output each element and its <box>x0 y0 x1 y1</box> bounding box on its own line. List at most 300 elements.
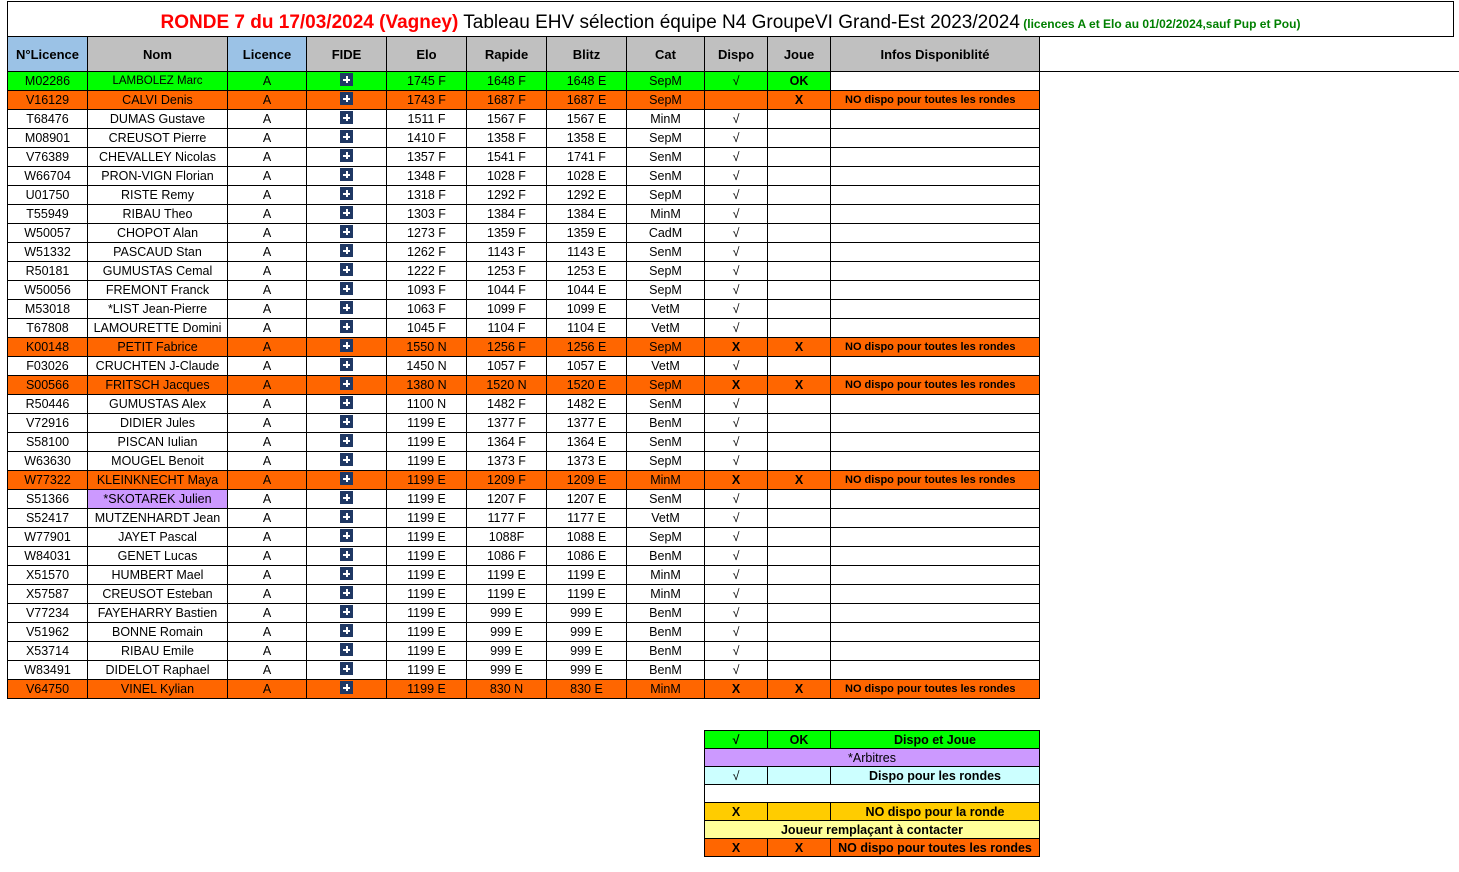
rapide-cell: 1044 F <box>467 281 547 300</box>
elo-cell: 1348 F <box>387 167 467 186</box>
header-infos[interactable]: Infos Disponiblité <box>831 37 1040 72</box>
joue-cell <box>768 167 831 186</box>
fide-plus-icon[interactable] <box>340 529 353 542</box>
fide-cell <box>307 357 387 376</box>
info-cell <box>831 585 1040 604</box>
rapide-cell: 999 E <box>467 661 547 680</box>
table-row[interactable] <box>8 585 1040 604</box>
licence-type-cell: A <box>228 490 307 509</box>
info-cell <box>831 243 1040 262</box>
legend-cell: X <box>705 803 768 821</box>
fide-plus-icon[interactable] <box>340 130 353 143</box>
info-cell <box>831 395 1040 414</box>
fide-plus-icon[interactable] <box>340 491 353 504</box>
category-cell: SepM <box>627 281 705 300</box>
category-cell: SepM <box>627 376 705 395</box>
licence-number-cell: M02286 <box>8 72 88 91</box>
blitz-cell: 1044 E <box>547 281 627 300</box>
table-row[interactable] <box>8 623 1040 642</box>
legend-row-empty <box>705 785 1040 803</box>
player-name-cell: PRON-VIGN Florian <box>88 167 228 186</box>
category-cell: SepM <box>627 262 705 281</box>
table-row[interactable] <box>8 566 1040 585</box>
header-licence-number[interactable]: N°Licence <box>8 37 88 72</box>
fide-plus-icon[interactable] <box>340 301 353 314</box>
blitz-cell: 999 E <box>547 604 627 623</box>
dispo-cell: √ <box>705 604 768 623</box>
rapide-cell: 1207 F <box>467 490 547 509</box>
table-row[interactable] <box>8 471 1040 490</box>
rapide-cell: 1364 F <box>467 433 547 452</box>
player-name-cell: RIBAU Emile <box>88 642 228 661</box>
dispo-cell: √ <box>705 509 768 528</box>
header-licence[interactable]: Licence <box>228 37 307 72</box>
legend-cell <box>768 803 831 821</box>
elo-cell: 1450 N <box>387 357 467 376</box>
legend-cell <box>768 767 831 785</box>
fide-cell <box>307 642 387 661</box>
elo-cell: 1199 E <box>387 528 467 547</box>
category-cell: SepM <box>627 528 705 547</box>
licence-number-cell: W63630 <box>8 452 88 471</box>
blitz-cell: 1648 E <box>547 72 627 91</box>
elo-cell: 1199 E <box>387 471 467 490</box>
legend-cell: √ <box>705 767 768 785</box>
licence-type-cell: A <box>228 129 307 148</box>
fide-plus-icon[interactable] <box>340 111 353 124</box>
elo-cell: 1273 F <box>387 224 467 243</box>
rapide-cell: 1143 F <box>467 243 547 262</box>
rapide-cell: 1377 F <box>467 414 547 433</box>
dispo-cell: √ <box>705 319 768 338</box>
joue-cell <box>768 433 831 452</box>
category-cell: BenM <box>627 414 705 433</box>
table-row[interactable] <box>8 528 1040 547</box>
joue-cell <box>768 357 831 376</box>
table-row[interactable] <box>8 604 1040 623</box>
elo-cell: 1199 E <box>387 509 467 528</box>
legend-label: Dispo pour les rondes <box>831 767 1040 785</box>
fide-plus-icon[interactable] <box>340 92 353 105</box>
info-cell <box>831 623 1040 642</box>
fide-plus-icon[interactable] <box>340 624 353 637</box>
rapide-cell: 1253 F <box>467 262 547 281</box>
fide-cell <box>307 300 387 319</box>
table-row[interactable] <box>8 91 1040 110</box>
fide-cell <box>307 566 387 585</box>
elo-cell: 1410 F <box>387 129 467 148</box>
elo-cell: 1199 E <box>387 566 467 585</box>
info-cell <box>831 72 1040 91</box>
category-cell: SenM <box>627 148 705 167</box>
table-row[interactable] <box>8 395 1040 414</box>
fide-plus-icon[interactable] <box>340 282 353 295</box>
header-dispo[interactable]: Dispo <box>705 37 768 72</box>
table-row[interactable] <box>8 319 1040 338</box>
blitz-cell: 1028 E <box>547 167 627 186</box>
fide-cell <box>307 205 387 224</box>
header-blitz[interactable]: Blitz <box>547 37 627 72</box>
player-name-cell: LAMOURETTE Domini <box>88 319 228 338</box>
dispo-cell: √ <box>705 224 768 243</box>
legend-label: Dispo et Joue <box>831 731 1040 749</box>
rapide-cell: 1088F <box>467 528 547 547</box>
table-row[interactable] <box>8 281 1040 300</box>
joue-cell: X <box>768 471 831 490</box>
category-cell: MinM <box>627 110 705 129</box>
rapide-cell: 999 E <box>467 623 547 642</box>
rapide-cell: 1086 F <box>467 547 547 566</box>
table-row[interactable] <box>8 509 1040 528</box>
elo-cell: 1743 F <box>387 91 467 110</box>
licence-type-cell: A <box>228 338 307 357</box>
licence-type-cell: A <box>228 642 307 661</box>
legend-row-no-dispo-toutes <box>705 839 1040 857</box>
joue-cell <box>768 243 831 262</box>
fide-cell <box>307 262 387 281</box>
title-round: RONDE 7 du 17/03/2024 (Vagney) <box>160 12 459 33</box>
table-row[interactable] <box>8 414 1040 433</box>
joue-cell <box>768 281 831 300</box>
blitz-cell: 1482 E <box>547 395 627 414</box>
joue-cell <box>768 604 831 623</box>
player-name-cell: PASCAUD Stan <box>88 243 228 262</box>
licence-type-cell: A <box>228 262 307 281</box>
rapide-cell: 1520 N <box>467 376 547 395</box>
elo-cell: 1199 E <box>387 490 467 509</box>
blitz-cell: 1086 E <box>547 547 627 566</box>
fide-plus-icon[interactable] <box>340 586 353 599</box>
table-row[interactable] <box>8 243 1040 262</box>
header-rapide[interactable]: Rapide <box>467 37 547 72</box>
fide-plus-icon[interactable] <box>340 377 353 390</box>
licence-number-cell: R50181 <box>8 262 88 281</box>
info-cell <box>831 205 1040 224</box>
info-cell: NO dispo pour toutes les rondes <box>831 91 1040 110</box>
legend-row-arbitres <box>705 749 1040 767</box>
fide-cell <box>307 680 387 699</box>
table-row[interactable] <box>8 433 1040 452</box>
player-name-cell: CHOPOT Alan <box>88 224 228 243</box>
rapide-cell: 1256 F <box>467 338 547 357</box>
licence-type-cell: A <box>228 281 307 300</box>
rapide-cell: 830 N <box>467 680 547 699</box>
title-bar <box>7 1 1454 37</box>
fide-plus-icon[interactable] <box>340 548 353 561</box>
licence-number-cell: W84031 <box>8 547 88 566</box>
table-row[interactable] <box>8 661 1040 680</box>
info-cell: NO dispo pour toutes les rondes <box>831 680 1040 699</box>
elo-cell: 1199 E <box>387 623 467 642</box>
info-cell <box>831 547 1040 566</box>
category-cell: MinM <box>627 471 705 490</box>
header-joue[interactable]: Joue <box>768 37 831 72</box>
fide-cell <box>307 319 387 338</box>
joue-cell <box>768 585 831 604</box>
fide-plus-icon[interactable] <box>340 225 353 238</box>
category-cell: SepM <box>627 338 705 357</box>
dispo-cell: √ <box>705 110 768 129</box>
category-cell: SepM <box>627 91 705 110</box>
rapide-cell: 1373 F <box>467 452 547 471</box>
fide-plus-icon[interactable] <box>340 605 353 618</box>
joue-cell <box>768 300 831 319</box>
header-nom[interactable]: Nom <box>88 37 228 72</box>
elo-cell: 1199 E <box>387 433 467 452</box>
info-cell <box>831 281 1040 300</box>
fide-plus-icon[interactable] <box>340 643 353 656</box>
table-row[interactable] <box>8 167 1040 186</box>
licence-number-cell: W77901 <box>8 528 88 547</box>
joue-cell <box>768 186 831 205</box>
category-cell: VetM <box>627 357 705 376</box>
fide-plus-icon[interactable] <box>340 415 353 428</box>
dispo-cell: √ <box>705 205 768 224</box>
fide-plus-icon[interactable] <box>340 396 353 409</box>
table-row[interactable] <box>8 110 1040 129</box>
fide-plus-icon[interactable] <box>340 453 353 466</box>
licence-type-cell: A <box>228 585 307 604</box>
info-cell <box>831 452 1040 471</box>
table-row[interactable] <box>8 642 1040 661</box>
table-row[interactable] <box>8 72 1040 91</box>
licence-type-cell: A <box>228 528 307 547</box>
fide-plus-icon[interactable] <box>340 320 353 333</box>
joue-cell: X <box>768 338 831 357</box>
fide-plus-icon[interactable] <box>340 244 353 257</box>
licence-number-cell: W51332 <box>8 243 88 262</box>
table-row[interactable] <box>8 224 1040 243</box>
category-cell: MinM <box>627 585 705 604</box>
fide-cell <box>307 414 387 433</box>
joue-cell <box>768 224 831 243</box>
table-row[interactable] <box>8 262 1040 281</box>
fide-cell <box>307 509 387 528</box>
joue-cell <box>768 148 831 167</box>
legend-row-dispo <box>705 767 1040 785</box>
fide-cell <box>307 395 387 414</box>
blitz-cell: 1384 E <box>547 205 627 224</box>
table-row[interactable] <box>8 680 1040 699</box>
dispo-cell: X <box>705 680 768 699</box>
blitz-cell: 999 E <box>547 642 627 661</box>
licence-type-cell: A <box>228 433 307 452</box>
licence-number-cell: W50056 <box>8 281 88 300</box>
joue-cell: X <box>768 680 831 699</box>
legend-empty-cell <box>705 785 1040 803</box>
blitz-cell: 1177 E <box>547 509 627 528</box>
header-row <box>8 37 1040 72</box>
licence-type-cell: A <box>228 376 307 395</box>
table-row[interactable] <box>8 300 1040 319</box>
rapide-cell: 1057 F <box>467 357 547 376</box>
category-cell: SenM <box>627 167 705 186</box>
fide-cell <box>307 338 387 357</box>
elo-cell: 1262 F <box>387 243 467 262</box>
fide-plus-icon[interactable] <box>340 358 353 371</box>
licence-number-cell: V72916 <box>8 414 88 433</box>
player-name-cell: CREUSOT Esteban <box>88 585 228 604</box>
fide-cell <box>307 471 387 490</box>
table-row[interactable] <box>8 186 1040 205</box>
fide-plus-icon[interactable] <box>340 339 353 352</box>
table-row[interactable] <box>8 452 1040 471</box>
legend-label: NO dispo pour la ronde <box>831 803 1040 821</box>
info-cell <box>831 528 1040 547</box>
joue-cell: X <box>768 91 831 110</box>
fide-cell <box>307 72 387 91</box>
fide-plus-icon[interactable] <box>340 168 353 181</box>
info-cell <box>831 300 1040 319</box>
rapide-cell: 1199 E <box>467 566 547 585</box>
fide-plus-icon[interactable] <box>340 149 353 162</box>
elo-cell: 1045 F <box>387 319 467 338</box>
dispo-cell: √ <box>705 547 768 566</box>
fide-plus-icon[interactable] <box>340 567 353 580</box>
table-row[interactable] <box>8 205 1040 224</box>
category-cell: VetM <box>627 509 705 528</box>
elo-cell: 1357 F <box>387 148 467 167</box>
joue-cell <box>768 205 831 224</box>
fide-cell <box>307 91 387 110</box>
joue-cell <box>768 414 831 433</box>
header-cat[interactable]: Cat <box>627 37 705 72</box>
licence-number-cell: M53018 <box>8 300 88 319</box>
legend-label: NO dispo pour toutes les rondes <box>831 839 1040 857</box>
rapide-cell: 999 E <box>467 642 547 661</box>
licence-number-cell: W77322 <box>8 471 88 490</box>
licence-number-cell: V77234 <box>8 604 88 623</box>
licence-number-cell: T55949 <box>8 205 88 224</box>
category-cell: MinM <box>627 680 705 699</box>
fide-plus-icon[interactable] <box>340 73 353 86</box>
elo-cell: 1550 N <box>387 338 467 357</box>
rapide-cell: 1209 F <box>467 471 547 490</box>
header-elo[interactable]: Elo <box>387 37 467 72</box>
fide-plus-icon[interactable] <box>340 206 353 219</box>
joue-cell <box>768 110 831 129</box>
category-cell: VetM <box>627 300 705 319</box>
blitz-cell: 1256 E <box>547 338 627 357</box>
licence-number-cell: V51962 <box>8 623 88 642</box>
table-row[interactable] <box>8 148 1040 167</box>
elo-cell: 1222 F <box>387 262 467 281</box>
info-cell <box>831 224 1040 243</box>
table-row[interactable] <box>8 129 1040 148</box>
table-row[interactable] <box>8 547 1040 566</box>
fide-cell <box>307 452 387 471</box>
category-cell: BenM <box>627 547 705 566</box>
licence-number-cell: F03026 <box>8 357 88 376</box>
table-row[interactable] <box>8 490 1040 509</box>
player-name-cell: GUMUSTAS Alex <box>88 395 228 414</box>
player-name-cell: FRITSCH Jacques <box>88 376 228 395</box>
player-name-cell: CRUCHTEN J-Claude <box>88 357 228 376</box>
info-cell <box>831 604 1040 623</box>
dispo-cell: √ <box>705 623 768 642</box>
fide-cell <box>307 167 387 186</box>
rapide-cell: 1567 F <box>467 110 547 129</box>
player-name-cell: CHEVALLEY Nicolas <box>88 148 228 167</box>
category-cell: MinM <box>627 205 705 224</box>
legend-row-remplacant <box>705 821 1040 839</box>
licence-number-cell: W83491 <box>8 661 88 680</box>
licence-type-cell: A <box>228 414 307 433</box>
fide-plus-icon[interactable] <box>340 434 353 447</box>
info-cell <box>831 566 1040 585</box>
info-cell <box>831 167 1040 186</box>
fide-cell <box>307 129 387 148</box>
category-cell: SepM <box>627 72 705 91</box>
legend-cell: √ <box>705 731 768 749</box>
licence-number-cell: K00148 <box>8 338 88 357</box>
fide-plus-icon[interactable] <box>340 472 353 485</box>
fide-cell <box>307 547 387 566</box>
fide-cell <box>307 110 387 129</box>
info-cell <box>831 414 1040 433</box>
fide-plus-icon[interactable] <box>340 510 353 523</box>
dispo-cell: √ <box>705 452 768 471</box>
fide-plus-icon[interactable] <box>340 681 353 694</box>
fide-cell <box>307 148 387 167</box>
blitz-cell: 999 E <box>547 661 627 680</box>
category-cell: BenM <box>627 604 705 623</box>
joue-cell <box>768 642 831 661</box>
blitz-cell: 1377 E <box>547 414 627 433</box>
player-name-cell: MUTZENHARDT Jean <box>88 509 228 528</box>
category-cell: BenM <box>627 661 705 680</box>
table-row[interactable] <box>8 338 1040 357</box>
dispo-cell: X <box>705 471 768 490</box>
category-cell: SenM <box>627 395 705 414</box>
blitz-cell: 1199 E <box>547 585 627 604</box>
dispo-cell: √ <box>705 661 768 680</box>
blitz-cell: 1364 E <box>547 433 627 452</box>
dispo-cell: √ <box>705 262 768 281</box>
player-name-cell: *LIST Jean-Pierre <box>88 300 228 319</box>
legend-cell: X <box>768 839 831 857</box>
table-row[interactable] <box>8 376 1040 395</box>
fide-cell <box>307 528 387 547</box>
player-name-cell: RIBAU Theo <box>88 205 228 224</box>
info-cell <box>831 661 1040 680</box>
fide-plus-icon[interactable] <box>340 662 353 675</box>
licence-type-cell: A <box>228 547 307 566</box>
player-name-cell: HUMBERT Mael <box>88 566 228 585</box>
players-table <box>7 36 1040 699</box>
player-name-cell: DIDIER Jules <box>88 414 228 433</box>
info-cell: NO dispo pour toutes les rondes <box>831 376 1040 395</box>
elo-cell: 1303 F <box>387 205 467 224</box>
elo-cell: 1100 N <box>387 395 467 414</box>
joue-cell: OK <box>768 72 831 91</box>
licence-number-cell: S51366 <box>8 490 88 509</box>
joue-cell <box>768 395 831 414</box>
licence-number-cell: R50446 <box>8 395 88 414</box>
header-fide[interactable]: FIDE <box>307 37 387 72</box>
category-cell: CadM <box>627 224 705 243</box>
fide-cell <box>307 376 387 395</box>
fide-plus-icon[interactable] <box>340 263 353 276</box>
licence-number-cell: S58100 <box>8 433 88 452</box>
table-row[interactable] <box>8 357 1040 376</box>
legend-cell: X <box>705 839 768 857</box>
fide-cell <box>307 623 387 642</box>
joue-cell <box>768 528 831 547</box>
fide-plus-icon[interactable] <box>340 187 353 200</box>
licence-number-cell: W50057 <box>8 224 88 243</box>
rapide-cell: 1177 F <box>467 509 547 528</box>
